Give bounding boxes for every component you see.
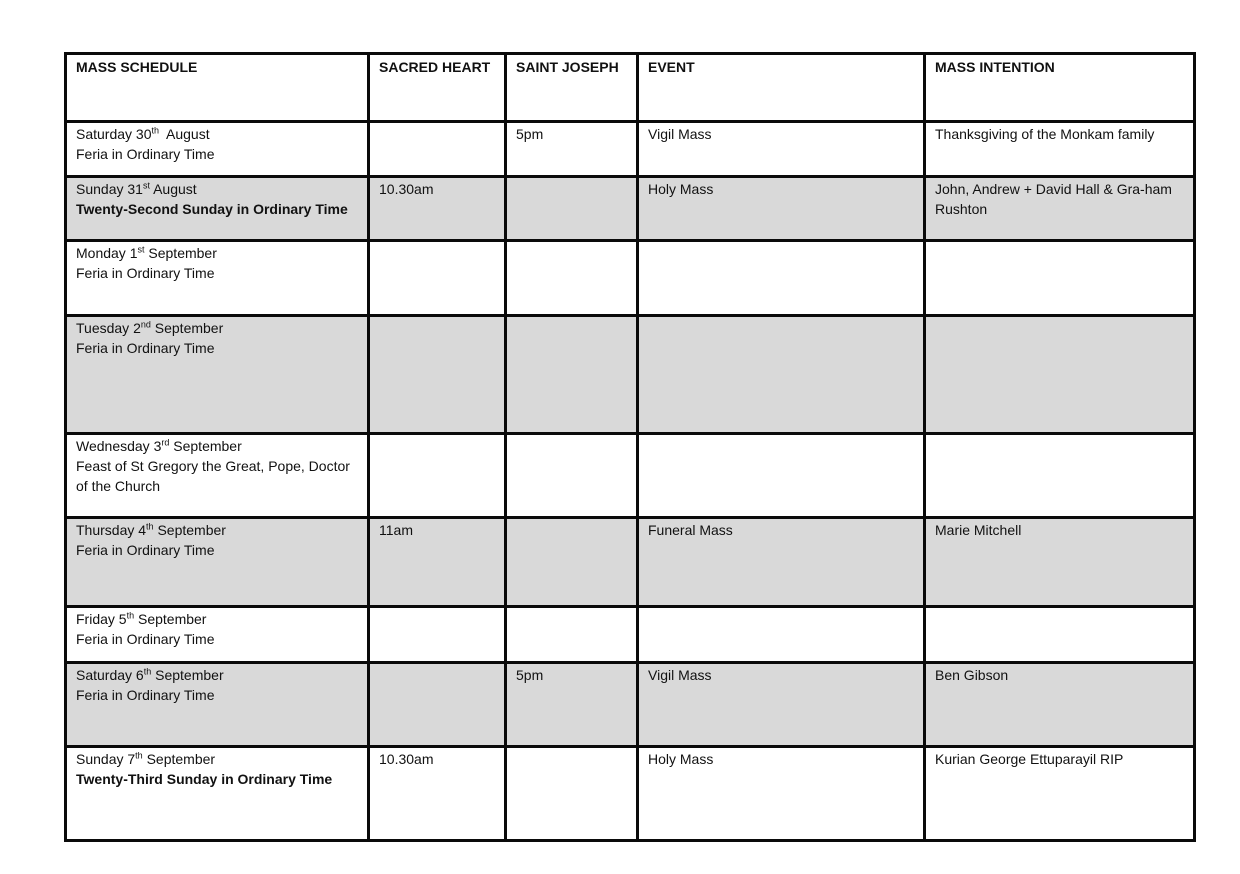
day-text: Saturday 6 xyxy=(76,667,144,683)
table-row xyxy=(66,241,1195,316)
event-cell: Holy Mass xyxy=(638,177,925,241)
header-mass-intention: MASS INTENTION xyxy=(925,54,1195,122)
sacred-heart-cell xyxy=(369,607,506,663)
sacred-heart-cell xyxy=(369,663,506,747)
saint-joseph-cell: 5pm xyxy=(506,663,638,747)
month-text: September xyxy=(151,667,224,683)
sacred-heart-cell xyxy=(369,241,506,316)
event-cell xyxy=(638,316,925,434)
saint-joseph-cell xyxy=(506,241,638,316)
month-text: September xyxy=(134,611,207,627)
table-row xyxy=(66,434,1195,518)
saint-joseph-cell xyxy=(506,434,638,518)
date-cell xyxy=(66,316,369,434)
saint-joseph-cell: 5pm xyxy=(506,122,638,177)
mass-intention-cell xyxy=(925,241,1195,316)
day-text: Wednesday 3 xyxy=(76,438,162,454)
ordinal-suffix: th xyxy=(143,666,152,677)
event-cell xyxy=(638,607,925,663)
header-sacred-heart: SACRED HEART xyxy=(369,54,506,122)
ordinal-suffix: th xyxy=(135,750,143,761)
date-cell xyxy=(66,177,369,241)
table-row xyxy=(66,607,1195,663)
day-text: Saturday 30 xyxy=(76,126,152,142)
event-cell: Vigil Mass xyxy=(638,122,925,177)
liturgical-day: Feria in Ordinary Time xyxy=(76,146,215,162)
sacred-heart-cell: 10.30am xyxy=(369,747,506,841)
saint-joseph-cell xyxy=(506,747,638,841)
ordinal-suffix: rd xyxy=(161,437,170,448)
event-cell: Vigil Mass xyxy=(638,663,925,747)
date-cell xyxy=(66,434,369,518)
mass-intention-cell xyxy=(925,316,1195,434)
sacred-heart-cell: 10.30am xyxy=(369,177,506,241)
header-event: EVENT xyxy=(638,54,925,122)
month-text: September xyxy=(153,522,226,538)
date-line xyxy=(76,179,359,199)
date-line xyxy=(76,436,359,456)
mass-intention-cell: Kurian George Ettuparayil RIP xyxy=(925,747,1195,841)
liturgical-day: Feria in Ordinary Time xyxy=(76,631,215,647)
date-cell xyxy=(66,663,369,747)
liturgical-day: Feria in Ordinary Time xyxy=(76,542,215,558)
month-text: August xyxy=(149,181,197,197)
mass-intention-cell xyxy=(925,607,1195,663)
event-cell: Funeral Mass xyxy=(638,518,925,607)
liturgical-day: Feast of St Gregory the Great, Pope, Doctor of the Church xyxy=(76,458,350,494)
mass-intention-cell: John, Andrew + David Hall & Gra-ham Rushton xyxy=(925,177,1195,241)
liturgical-day: Twenty-Third Sunday in Ordinary Time xyxy=(76,771,333,787)
ordinal-suffix: nd xyxy=(140,319,151,330)
table-row xyxy=(66,747,1195,841)
table-row xyxy=(66,663,1195,747)
month-text: September xyxy=(169,438,242,454)
liturgical-day: Feria in Ordinary Time xyxy=(76,687,215,703)
date-line xyxy=(76,609,359,629)
day-text: Thursday 4 xyxy=(76,522,147,538)
sacred-heart-cell: 11am xyxy=(369,518,506,607)
ordinal-suffix: th xyxy=(151,125,160,136)
date-line xyxy=(76,318,359,338)
event-cell xyxy=(638,241,925,316)
table-row xyxy=(66,316,1195,434)
liturgical-day: Feria in Ordinary Time xyxy=(76,265,215,281)
header-mass-schedule: MASS SCHEDULE xyxy=(66,54,369,122)
date-line xyxy=(76,243,359,263)
day-text: Friday 5 xyxy=(76,611,127,627)
sacred-heart-cell xyxy=(369,122,506,177)
ordinal-suffix: st xyxy=(137,244,145,255)
liturgical-day: Feria in Ordinary Time xyxy=(76,340,215,356)
mass-intention-cell xyxy=(925,434,1195,518)
month-text: August xyxy=(159,126,210,142)
mass-intention-cell: Ben Gibson xyxy=(925,663,1195,747)
mass-schedule-table xyxy=(64,52,1196,842)
ordinal-suffix: th xyxy=(126,610,135,621)
date-cell xyxy=(66,607,369,663)
saint-joseph-cell xyxy=(506,518,638,607)
date-line xyxy=(76,749,359,769)
saint-joseph-cell xyxy=(506,607,638,663)
table-row xyxy=(66,122,1195,177)
sacred-heart-cell xyxy=(369,434,506,518)
date-line xyxy=(76,124,359,144)
ordinal-suffix: st xyxy=(142,180,150,191)
day-text: Sunday 7 xyxy=(76,751,136,767)
saint-joseph-cell xyxy=(506,316,638,434)
table-row xyxy=(66,518,1195,607)
date-cell xyxy=(66,122,369,177)
saint-joseph-cell xyxy=(506,177,638,241)
day-text: Tuesday 2 xyxy=(76,320,141,336)
date-cell xyxy=(66,518,369,607)
date-cell xyxy=(66,747,369,841)
header-saint-joseph: SAINT JOSEPH xyxy=(506,54,638,122)
event-cell xyxy=(638,434,925,518)
mass-intention-cell: Thanksgiving of the Monkam family xyxy=(925,122,1195,177)
ordinal-suffix: th xyxy=(146,521,154,532)
date-cell xyxy=(66,241,369,316)
day-text: Sunday 31 xyxy=(76,181,143,197)
date-line xyxy=(76,665,359,685)
table-row xyxy=(66,177,1195,241)
header-row xyxy=(66,54,1195,122)
sacred-heart-cell xyxy=(369,316,506,434)
mass-intention-cell: Marie Mitchell xyxy=(925,518,1195,607)
date-line xyxy=(76,520,359,540)
event-cell: Holy Mass xyxy=(638,747,925,841)
month-text: September xyxy=(144,245,217,261)
day-text: Monday 1 xyxy=(76,245,138,261)
month-text: September xyxy=(142,751,216,767)
liturgical-day: Twenty-Second Sunday in Ordinary Time xyxy=(76,201,348,217)
month-text: September xyxy=(150,320,224,336)
